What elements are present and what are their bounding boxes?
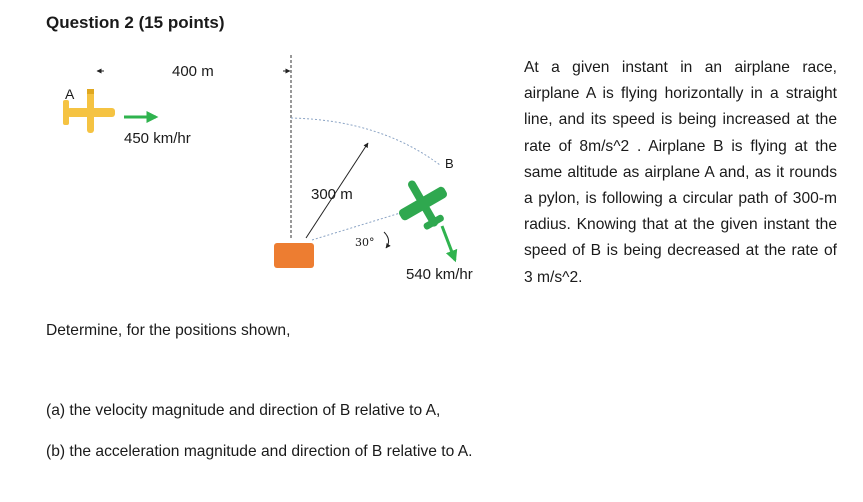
determine-text: Determine, for the positions shown, bbox=[46, 322, 291, 339]
angle-label: 30° bbox=[355, 236, 375, 249]
question-title: Question 2 (15 points) bbox=[46, 13, 225, 32]
speed-a-label: 450 km/hr bbox=[124, 130, 191, 147]
circular-path bbox=[291, 118, 440, 165]
problem-figure bbox=[0, 0, 520, 300]
radius-label: 300 m bbox=[311, 186, 353, 203]
part-b-text: (b) the acceleration magnitude and direction of B relative to A. bbox=[46, 443, 473, 460]
velocity-b-arrow bbox=[442, 226, 455, 260]
pylon bbox=[274, 243, 314, 268]
speed-b-label: 540 km/hr bbox=[406, 266, 473, 283]
problem-statement: At a given instant in an airplane race, airplane A is flying horizontally in a straight line, and its speed is being increased at the rate of 8m/s^2 . Airplane B is flying at the same altitude as airplane A and, as it rounds a pylon, is following a circular path of 300-m radius. Knowing that at the given instant the speed of B is being decreased at the rate of 3 m/s^2. bbox=[524, 59, 837, 286]
part-a-text: (a) the velocity magnitude and direction of B relative to A, bbox=[46, 402, 441, 419]
label-b: B bbox=[445, 156, 454, 171]
distance-label: 400 m bbox=[172, 63, 214, 80]
angle-arc bbox=[384, 232, 389, 248]
airplane-b-icon bbox=[387, 168, 458, 239]
label-a: A bbox=[65, 86, 75, 102]
